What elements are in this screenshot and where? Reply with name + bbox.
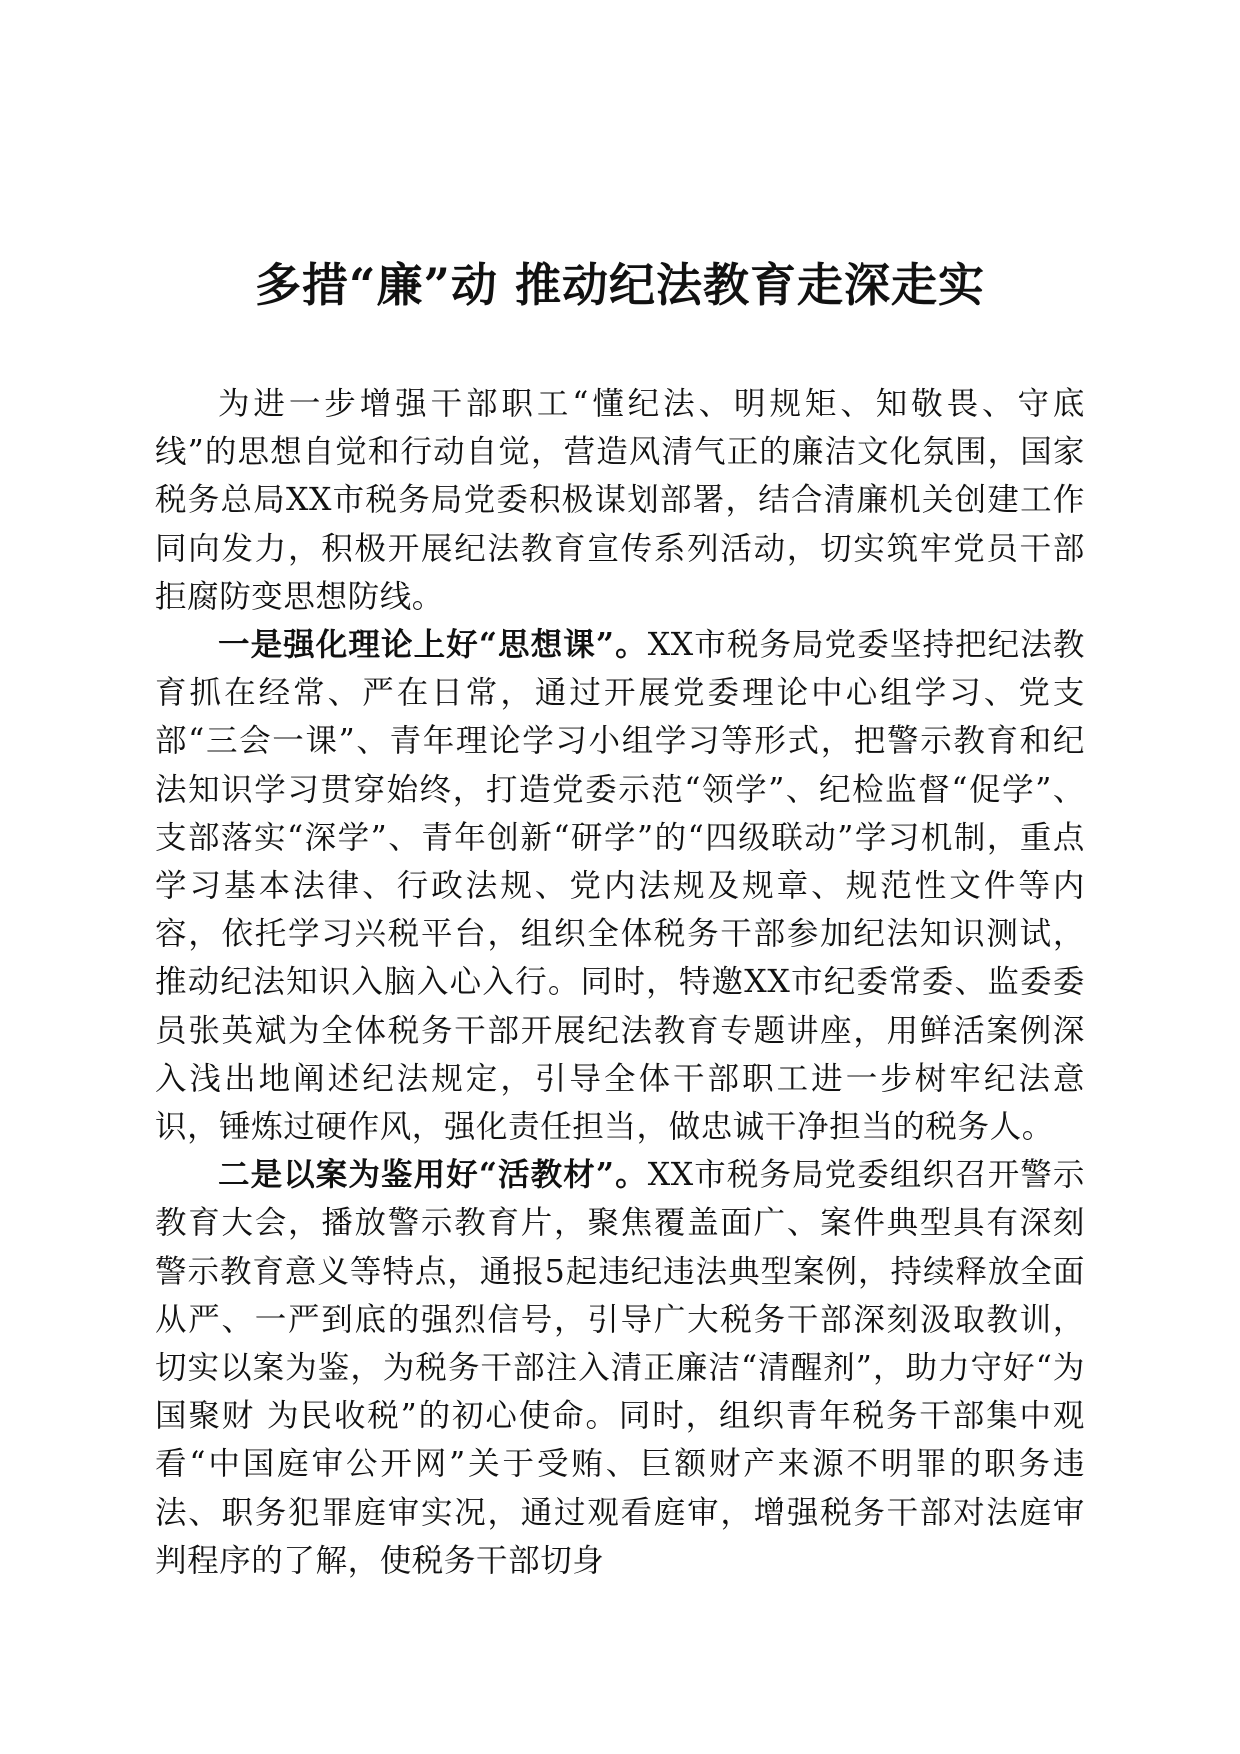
section-2-heading: 二是以案为鉴用好“活教材”。 — [218, 1156, 648, 1194]
section-1-text: XX市税务局党委坚持把纪法教育抓在经常、严在日常，通过开展党委理论中心组学习、党支部“三会一课”、青年理论学习小组学习等形式，把警示教育和纪法知识学习贯穿始终，打造党委示范“领学”、纪检监督“促学”、支部落实“深学”、青年创新“研学”的“四级联动”学习机制，重点学习基本法律、行政法规、党内法规及规章、规范性文件等内容，依托学习兴税平台，组织全体税务干部参加纪法知识测试，推动纪法知识入脑入心入行。同时，特邀XX市纪委常委、监委委员张英斌为全体税务干部开展纪法教育专题讲座，用鲜活案例深入浅出地阐述纪法规定，引导全体干部职工进一步树牢纪法意识，锤炼过硬作风，强化责任担当，做忠诚干净担当的税务人。 — [155, 627, 1085, 1146]
section-1-paragraph — [155, 621, 1085, 1151]
section-2-text: XX市税务局党委组织召开警示教育大会，播放警示教育片，聚焦覆盖面广、案件典型具有深刻警示教育意义等特点，通报5起违纪违法典型案例，持续释放全面从严、一严到底的强烈信号，引导广大税务干部深刻汲取教训，切实以案为鉴，为税务干部注入清正廉洁“清醒剂”，助力守好“为国聚财 为民收税”的初心使命。同时，组织青年税务干部集中观看“中国庭审公开网”关于受贿、巨额财产来源不明罪的职务违法、职务犯罪庭审实况，通过观看庭审，增强税务干部对法庭审判程序的了解，使税务干部切身 — [155, 1157, 1085, 1579]
section-1-heading: 一是强化理论上好“思想课”。 — [218, 626, 648, 664]
document-body — [155, 380, 1085, 1585]
section-2-paragraph — [155, 1151, 1085, 1585]
intro-paragraph: 为进一步增强干部职工“懂纪法、明规矩、知敬畏、守底线”的思想自觉和行动自觉，营造风清气正的廉洁文化氛围，国家税务总局XX市税务局党委积极谋划部署，结合清廉机关创建工作同向发力，积极开展纪法教育宣传系列活动，切实筑牢党员干部拒腐防变思想防线。 — [155, 386, 1085, 615]
document-title: 多措“廉”动 推动纪法教育走深走实 — [255, 258, 985, 312]
